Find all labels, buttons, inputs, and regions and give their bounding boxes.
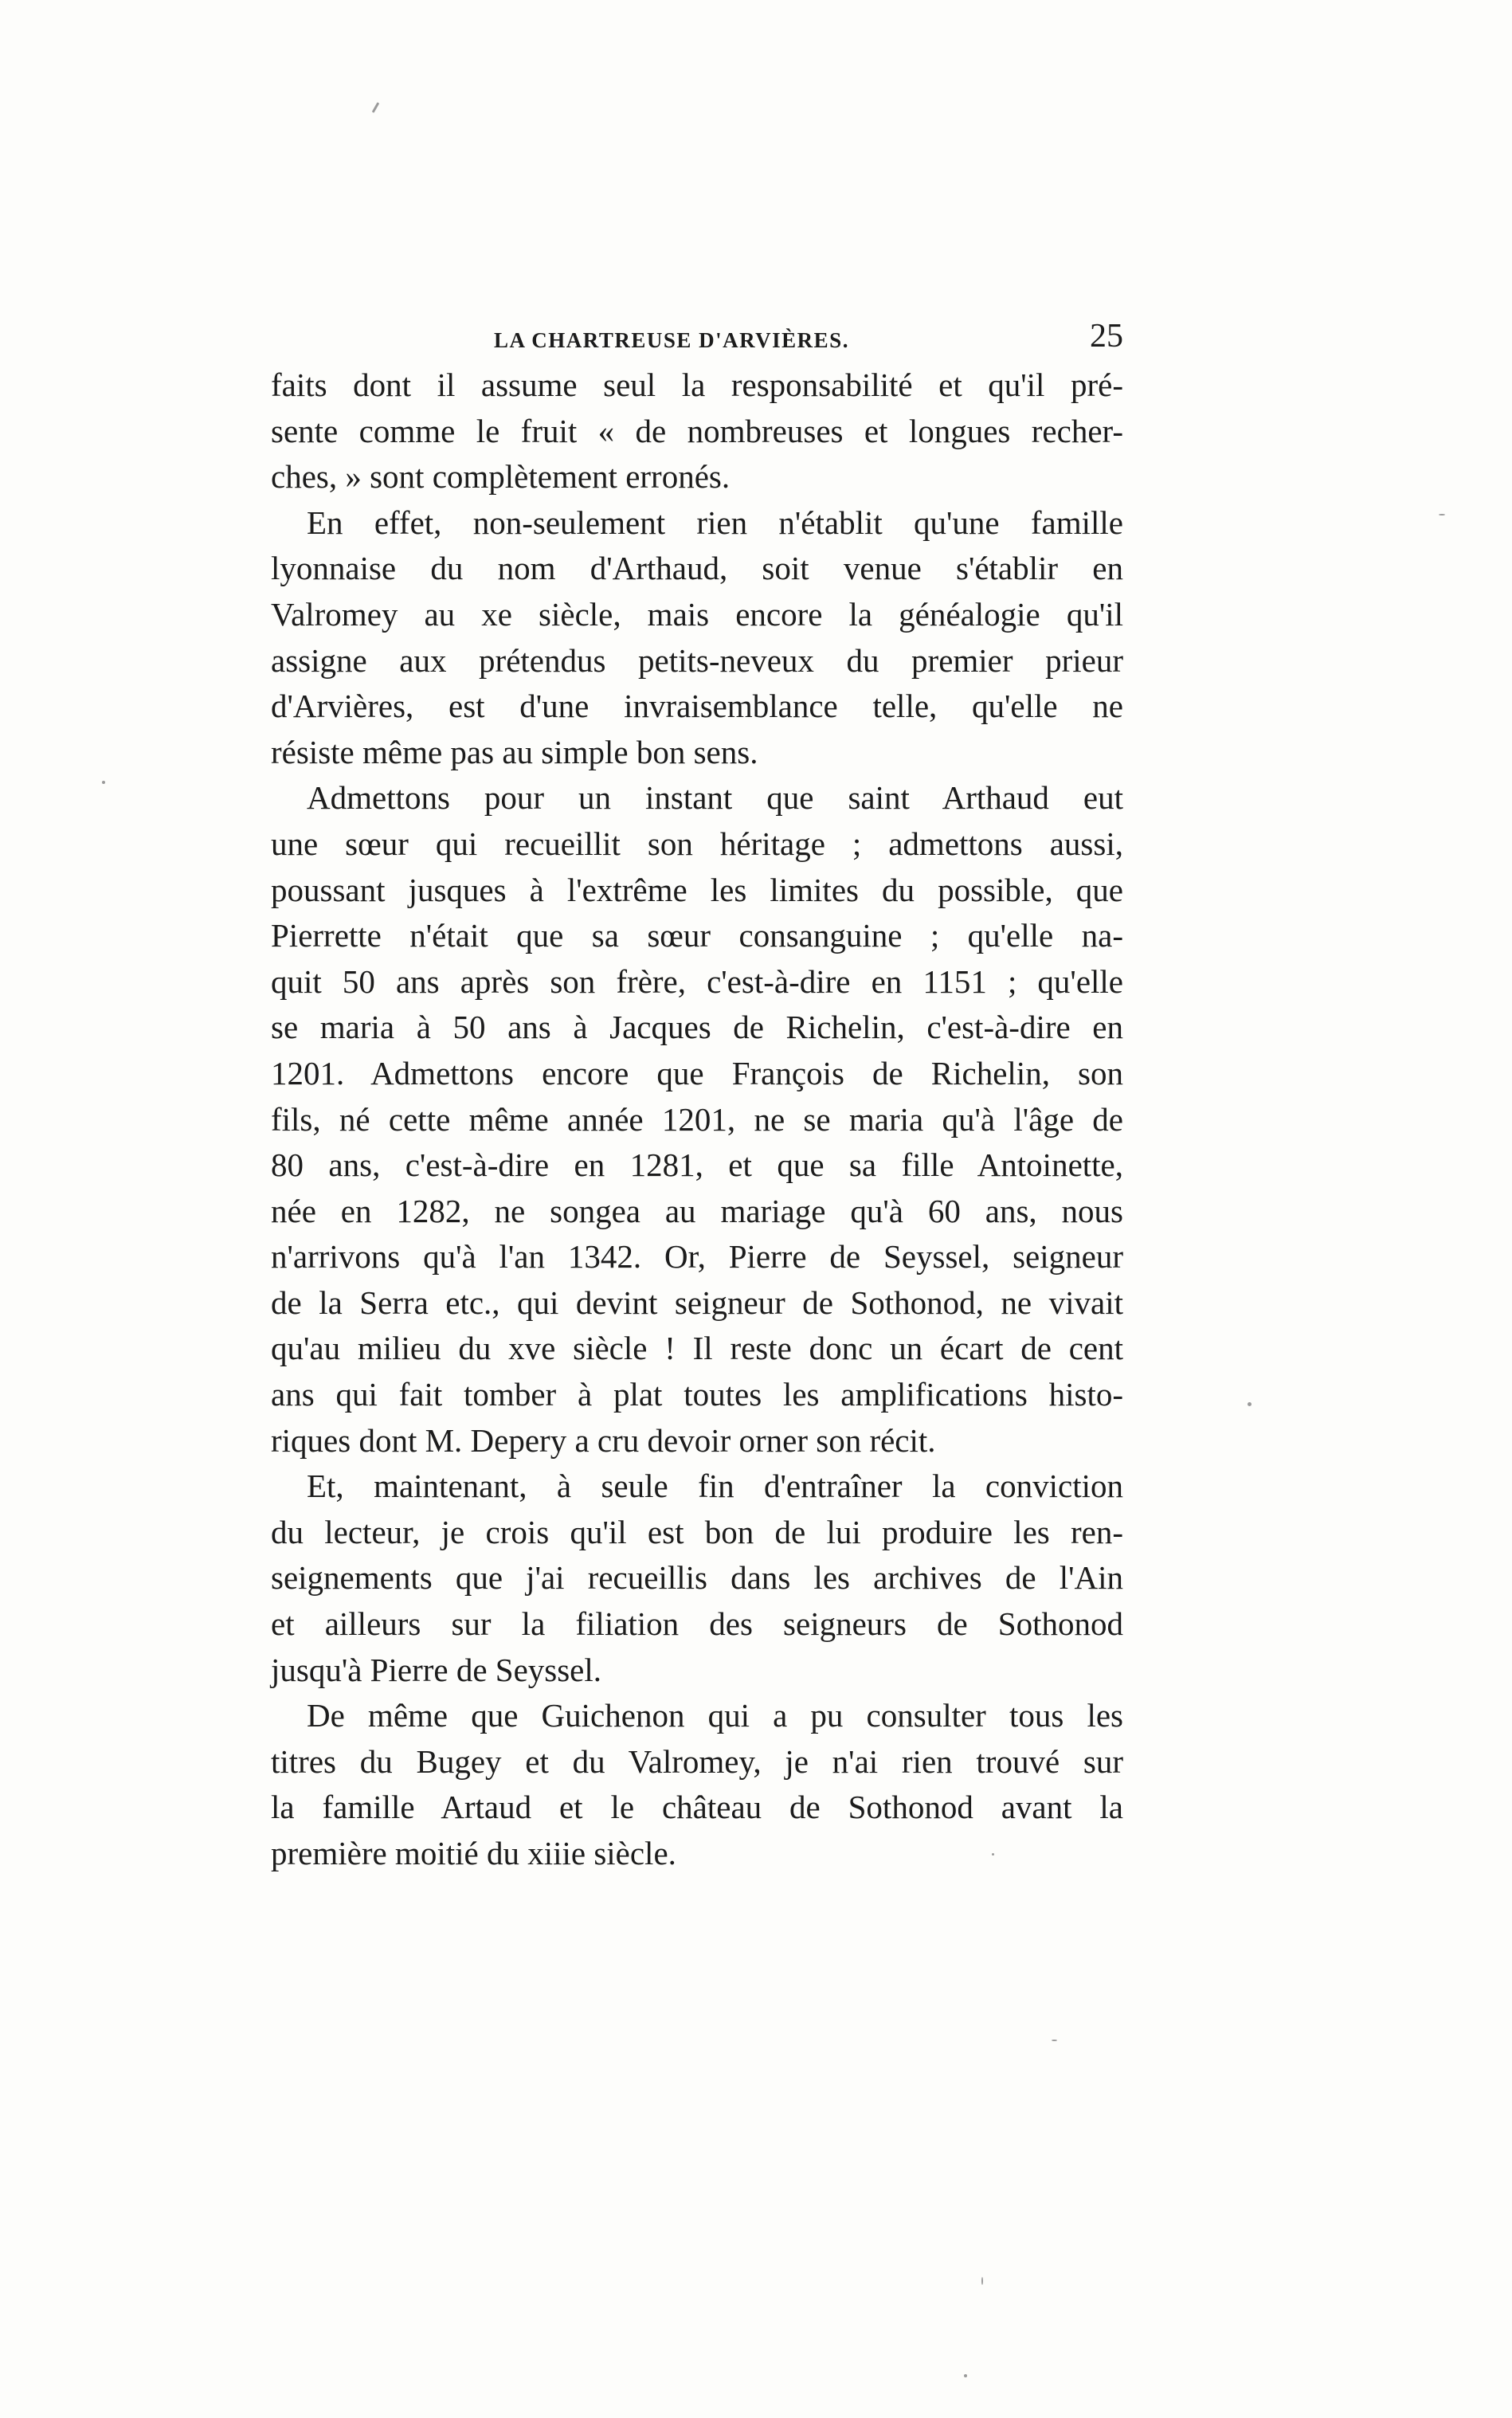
text-line: En effet, non-seulement rien n'établit qu'une famille (307, 504, 1123, 541)
text-line: du lecteur, je crois qu'il est bon de lui produire les ren- (271, 1513, 1123, 1550)
paragraph-3 (271, 775, 1123, 1464)
text-line: 80 ans, c'est-à-dire en 1281, et que sa fille Antoinette, (271, 1146, 1123, 1184)
text-line: riques dont M. Depery a cru devoir orner son récit. (271, 1421, 936, 1459)
scan-speck (102, 781, 105, 784)
text-line: poussant jusques à l'extrême les limites du possible, que (271, 871, 1123, 908)
scan-speck (1439, 514, 1445, 515)
text-line: fils, né cette même année 1201, ne se maria qu'à l'âge de (271, 1100, 1123, 1138)
text-line: lyonnaise du nom d'Arthaud, soit venue s'établir en (271, 550, 1123, 587)
text-line: Valromey au xe siècle, mais encore la généalogie qu'il (271, 595, 1123, 633)
text-line: née en 1282, ne songea au mariage qu'à 60 ans, nous (271, 1192, 1123, 1229)
text-line: De même que Guichenon qui a pu consulter tous les (307, 1697, 1123, 1734)
text-line: Pierrette n'était que sa sœur consanguine ; qu'elle na- (271, 917, 1123, 954)
scan-speck (1052, 2040, 1057, 2041)
text-line: faits dont il assume seul la responsabilité et qu'il pré- (271, 366, 1123, 403)
scan-speck (964, 2374, 967, 2377)
paragraph-2 (271, 500, 1123, 776)
text-line: la famille Artaud et le château de Sothonod avant la (271, 1789, 1123, 1826)
text-line: ans qui fait tomber à plat toutes les amplifications histo- (271, 1376, 1123, 1413)
scan-speck (1248, 1402, 1252, 1406)
text-line: titres du Bugey et du Valromey, je n'ai rien trouvé sur (271, 1742, 1123, 1780)
text-line: 1201. Admettons encore que François de Richelin, son (271, 1054, 1123, 1091)
running-title: LA CHARTREUSE D'ARVIÈRES. (494, 328, 849, 352)
text-line: qu'au milieu du xve siècle ! Il reste donc un écart de cent (271, 1330, 1123, 1367)
text-line: assigne aux prétendus petits-neveux du premier prieur (271, 641, 1123, 679)
text-line: seignements que j'ai recueillis dans les archives de l'Ain (271, 1559, 1123, 1597)
text-line: Et, maintenant, à seule fin d'entraîner la conviction (307, 1468, 1123, 1505)
text-line: quit 50 ans après son frère, c'est-à-dire en 1151 ; qu'elle (271, 962, 1123, 1000)
text-line: première moitié du xiiie siècle. (271, 1835, 676, 1871)
text-line: jusqu'à Pierre de Seyssel. (271, 1651, 602, 1688)
scan-speck (981, 2277, 983, 2285)
running-head (271, 317, 1123, 365)
text-line: et ailleurs sur la filiation des seigneurs de Sothonod (271, 1605, 1123, 1643)
text-line: se maria à 50 ans à Jacques de Richelin, c'est-à-dire en (271, 1009, 1123, 1046)
text-line: ches, » sont complètement erronés. (271, 458, 731, 496)
text-line: d'Arvières, est d'une invraisemblance telle, qu'elle ne (271, 688, 1123, 725)
text-line: sente comme le fruit « de nombreuses et longues recher- (271, 412, 1123, 449)
paragraph-5 (271, 1693, 1123, 1876)
text-line: n'arrivons qu'à l'an 1342. Or, Pierre de Seyssel, seigneur (271, 1238, 1123, 1276)
text-line: de la Serra etc., qui devint seigneur de Sothonod, ne vivait (271, 1283, 1123, 1321)
paragraph-4 (271, 1464, 1123, 1693)
text-line: une sœur qui recueillit son héritage ; admettons aussi, (271, 825, 1123, 862)
text-line: résiste même pas au simple bon sens. (271, 733, 758, 770)
scan-speck (992, 1853, 994, 1856)
scan-speck (372, 102, 380, 113)
body-text (271, 363, 1123, 1877)
paragraph-1 (271, 363, 1123, 500)
text-line: Admettons pour un instant que saint Arthaud eut (307, 779, 1123, 817)
page-number: 25 (1090, 318, 1123, 355)
